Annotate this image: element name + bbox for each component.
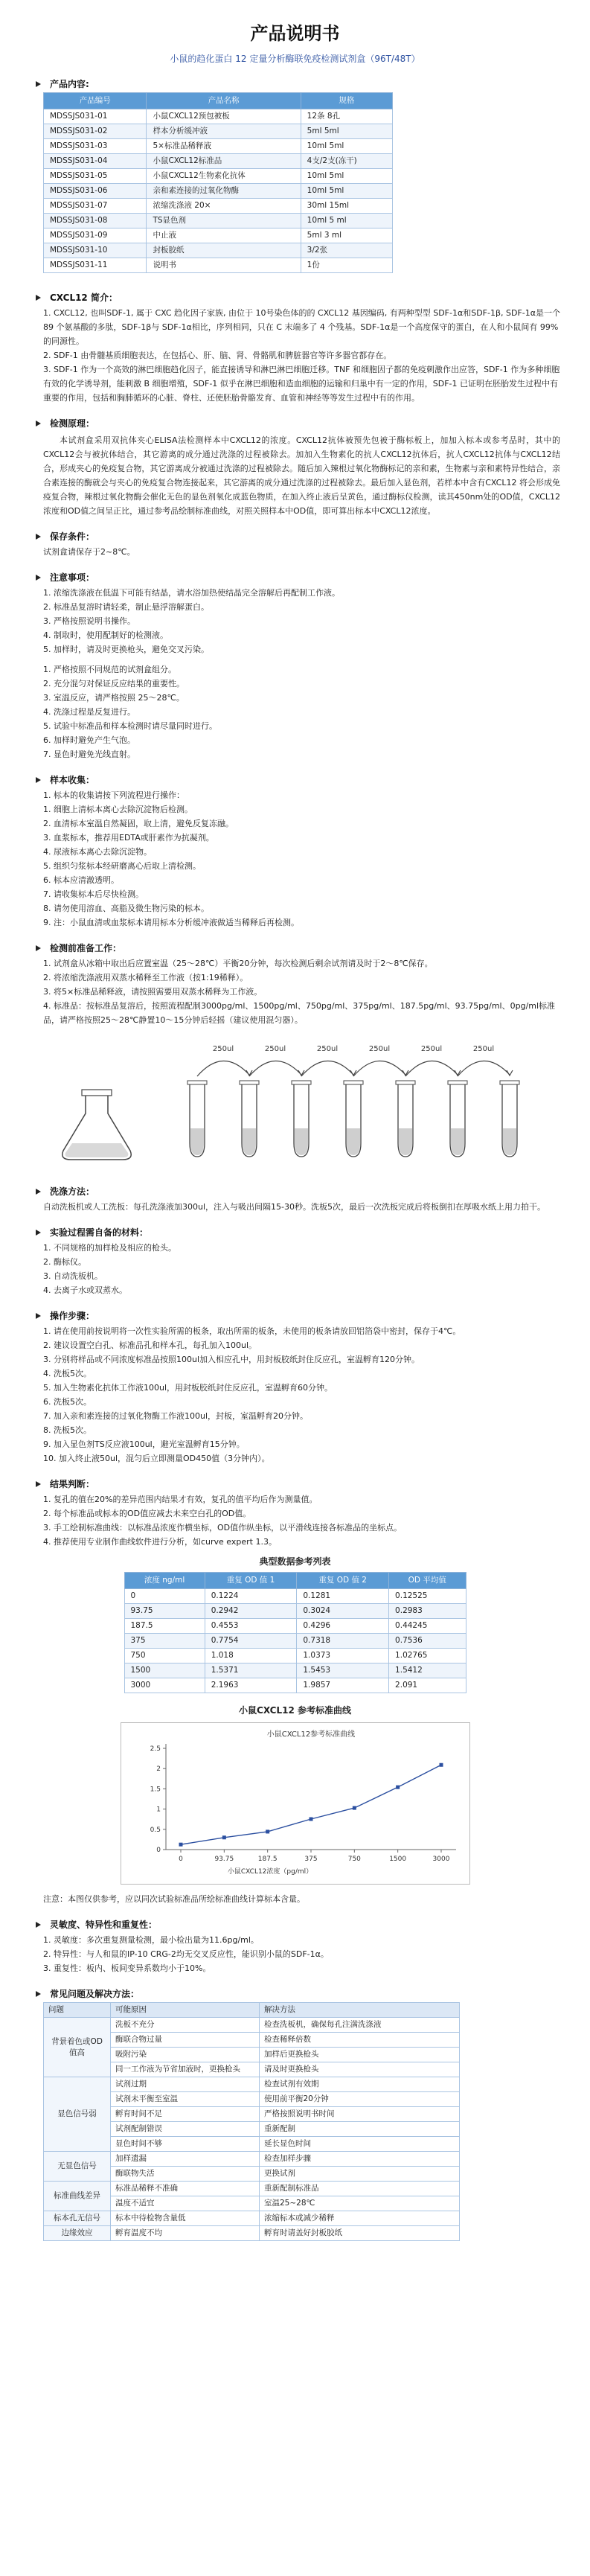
- list-item: 2. 将浓缩洗涤液用双蒸水稀释至工作液（按1:19稀释）。: [43, 973, 248, 982]
- table-row: [44, 228, 393, 243]
- chart-title: 小鼠CXCL12 参考标准曲线: [239, 1705, 351, 1716]
- section-wash: 洗涤方法：: [30, 1183, 560, 1200]
- table-cell: 375: [124, 1634, 205, 1649]
- table-cell: MDSSJS031-11: [44, 258, 147, 273]
- list-item: 5. 加样时，请及时更换枪头，避免交叉污染。: [43, 645, 209, 654]
- table-cell: 10ml 5ml: [301, 139, 392, 154]
- data-point: [352, 1806, 356, 1810]
- table-cell: 0.7536: [389, 1634, 466, 1649]
- transfer-volume-label: 250ul: [420, 1045, 443, 1053]
- x-tick-label: 3000: [432, 1856, 449, 1863]
- series-line: [181, 1765, 441, 1844]
- table-cell: 0.4553: [205, 1619, 297, 1634]
- table-cell: 0.7754: [205, 1634, 297, 1649]
- transfer-volume-label: 250ul: [212, 1045, 234, 1053]
- table-cell: 0.1224: [205, 1589, 297, 1604]
- data-point: [309, 1818, 312, 1821]
- table-row: [44, 258, 393, 273]
- list-item: 1. CXCL12, 也叫SDF-1, 属于 CXC 趋化因子家族, 由位于 10号染色体的的 CXCL12 基因编码, 有两种型型 SDF-1α和SDF-1β, SDF-1α是一个 89 个氨基酸的多肽，SDF-1β与 SDF-1α相比，序列相同，只在 C 末端多了 4 个残基。SDF-1α是一个高度保守的蛋白，在人和小鼠间有 99%的同源性。: [43, 308, 560, 346]
- x-tick-label: 93.75: [214, 1856, 234, 1863]
- table-header-cell: 产品编号: [44, 93, 147, 109]
- faq-solution-cell: 延长显色时间: [260, 2137, 460, 2152]
- test-tube-icon: [187, 1081, 207, 1157]
- table-header-cell: 重复 OD 值 2: [297, 1573, 389, 1589]
- y-tick-label: 2.5: [150, 1745, 161, 1753]
- table-cell: 0: [124, 1589, 205, 1604]
- table-cell: 1.018: [205, 1649, 297, 1663]
- bullet-icon: [36, 575, 41, 581]
- list-item: 5. 组织匀浆标本经研磨离心后取上清检测。: [43, 861, 201, 871]
- list-item: 3. 室温反应，请严格按照 25～28℃。: [43, 693, 185, 703]
- faq-row: [44, 2077, 460, 2092]
- list-item: 1. 试剂盒从冰箱中取出后应置室温（25～28℃）平衡20分钟，每次检测后剩余试剂请及时于2～8℃保存。: [43, 959, 433, 968]
- table-cell: 封板胶纸: [147, 243, 301, 258]
- list-item: 10. 加入终止液50ul，混匀后立即测量OD450值（3分钟内）。: [43, 1454, 270, 1463]
- list-item: 2. 酶标仪。: [43, 1257, 86, 1267]
- table-row: [124, 1634, 466, 1649]
- table-cell: 1.5412: [389, 1663, 466, 1678]
- bullet-icon: [36, 81, 41, 87]
- bullet-icon: [36, 534, 41, 540]
- list-item: 2. SDF-1 由骨髓基质细胞表达，在包括心、肝、脑、肾、骨骼肌和脾脏器官等许多器官都存在。: [43, 351, 392, 360]
- steps-list: [30, 1324, 560, 1466]
- data-point: [266, 1829, 269, 1833]
- list-item: 1. 灵敏度：多次重复测量检测，最小检出量为11.6pg/ml。: [43, 1935, 259, 1945]
- table-cell: 0.2942: [205, 1604, 297, 1619]
- principle-text: 本试剂盒采用双抗体夹心ELISA法检测样本中CXCL12的浓度。CXCL12抗体被预先包被于酶标板上，加加入标本或参考品时，其中的CXCL12会与被抗体结合，其它游离的成分通过洗涤的过程被除去。加加入生物素化的抗人CXCL12抗体后，抗人CXCL12抗体与CXCL12结合，形成夹心的免疫复合物，其它游离成分被通过洗涤的过程被除去。随后加入辣根过氧化物酶标记的亲和素，生物素与亲和素特异性结合，亲合素连接的酶就会与夹心的免疫复合物连接起来，其它游离的成分通过洗涤的过程被除去。最后加入显色剂，若样本中含有CXCL12 将会形成免疫复合物，辣根过氧化物酶会催化无色的显色剂氧化成蓝色物质，在加入终止液后呈黄色，通过酶标仪检测，读其450nm处的OD值，CXCL12浓度和OD值之间呈正比，通过参考品绘制标准曲线，对照关照样本中OD值，即可算出标本中CXCL12浓度。: [43, 435, 560, 516]
- bullet-icon: [36, 1230, 41, 1236]
- list-item: 3. SDF-1 作为一个高效的淋巴细胞趋化因子，能直接诱导和淋巴淋巴细胞迁移。TNF 和细胞因子都的免疫刺激作出应答，SDF-1 作为多种细胞有效的化学诱导剂，能刺激 B 细胞增殖，SDF-1 似乎在淋巴细胞和造血细胞的运输和归巢中有一定的作用，SDF-1 已证明在胚胎发生过程中有重要的作用，包括和胸肺循环的心脏、脊柱、还使胚胎骨骼发育、血管和神经等等发生过程中有的作用。: [43, 365, 560, 403]
- bullet-icon: [36, 945, 41, 951]
- table-cell: MDSSJS031-10: [44, 243, 147, 258]
- section-materials: 实验过程需自备的材料：: [30, 1224, 560, 1241]
- faq-cause-cell: 标准品稀释不准确: [111, 2182, 260, 2196]
- faq-cause-cell: 酶联合物过量: [111, 2033, 260, 2048]
- table-cell: 中止液: [147, 228, 301, 243]
- x-tick-label: 187.5: [257, 1856, 278, 1863]
- list-item: 3. 血浆标本，推荐用EDTA或肝素作为抗凝剂。: [43, 833, 214, 843]
- tube-row: [187, 1081, 519, 1157]
- table-cell: MDSSJS031-02: [44, 124, 147, 139]
- od-table-caption: 典型数据参考列表: [259, 1556, 331, 1567]
- table-row: [44, 154, 393, 169]
- table-cell: 5ml 5ml: [301, 124, 392, 139]
- table-row: [44, 169, 393, 184]
- list-item: 2. 每个标准品或标本的OD值应减去未来空白孔的OD值。: [43, 1509, 251, 1518]
- table-cell: 0.44245: [389, 1619, 466, 1634]
- faq-cause-cell: 显色时间不够: [111, 2137, 260, 2152]
- faq-row: [44, 2211, 460, 2226]
- list-item: 5. 加入生物素化抗体工作液100ul，用封板胶纸封住反应孔，室温孵育60分钟。: [43, 1383, 333, 1393]
- faq-category-cell: 背景着色或OD值高: [44, 2018, 111, 2077]
- faq-cause-cell: 同一工作液为节省加液时，更换枪头: [111, 2062, 260, 2077]
- transfer-arrow: [301, 1061, 353, 1076]
- sample-list: [30, 788, 560, 930]
- section-notes: 注意事项：: [30, 569, 560, 586]
- test-tube-icon: [292, 1081, 311, 1157]
- faq-header-row: [44, 2003, 460, 2018]
- faq-solution-cell: 严格按照说明书时间: [260, 2107, 460, 2122]
- materials-list: [30, 1241, 560, 1297]
- table-cell: 5×标准品稀释液: [147, 139, 301, 154]
- intro-paragraphs: [30, 306, 560, 405]
- document-title: 产品说明书: [250, 23, 340, 44]
- list-item: 1. 请在使用前按说明将一次性实验所需的板条，取出所需的板条，未使用的板条请放回铝箔袋中密封，保存于4℃。: [43, 1326, 461, 1336]
- table-row: [44, 139, 393, 154]
- list-item: 2. 建议设置空白孔、标准品孔和样本孔，每孔加入100ul。: [43, 1340, 257, 1350]
- table-row: [44, 109, 393, 124]
- faq-cause-cell: 试剂未平衡至室温: [111, 2092, 260, 2107]
- list-item: 2. 标准品复溶时请轻柔，制止悬浮溶解蛋白。: [43, 602, 209, 612]
- faq-solution-cell: 检查加样步骤: [260, 2152, 460, 2167]
- wash-text: 自动洗板机或人工洗板：每孔洗涤液加300ul，注入与吸出间隔15-30秒。洗板5次，最后一次洗板完成后将板倒扣在厚吸水纸上用力拍干。: [43, 1202, 545, 1212]
- list-item: 3. 手工绘制标准曲线：以标准品浓度作横坐标，OD值作纵坐标，以平滑线连接各标准品的坐标点。: [43, 1523, 403, 1533]
- section-principle: 检测原理：: [30, 415, 560, 432]
- table-cell: 2.091: [389, 1678, 466, 1693]
- faq-row: [44, 2182, 460, 2196]
- table-cell: 12条 8孔: [301, 109, 392, 124]
- table-cell: 浓缩洗涤液 20×: [147, 199, 301, 214]
- table-header-cell: 规格: [301, 93, 392, 109]
- table-cell: 小鼠CXCL12标准品: [147, 154, 301, 169]
- list-item: 4. 洗涤过程是反复进行。: [43, 707, 135, 717]
- faq-solution-cell: 重新配制: [260, 2122, 460, 2137]
- chart-inner-title: 小鼠CXCL12参考标准曲线: [266, 1730, 355, 1739]
- faq-row: [44, 2018, 460, 2033]
- section-results: 结果判断：: [30, 1476, 560, 1492]
- faq-header-cell: 问题: [44, 2003, 111, 2018]
- faq-solution-cell: 更换试剂: [260, 2167, 460, 2182]
- list-item: 7. 显色时避免光线直射。: [43, 750, 135, 759]
- faq-cause-cell: 吸附污染: [111, 2048, 260, 2062]
- list-item: 4. 制取时，使用配制好的检测液。: [43, 630, 168, 640]
- table-cell: 1份: [301, 258, 392, 273]
- list-item: 2. 血清标本室温自然凝固，取上清，避免反复冻融。: [43, 819, 234, 828]
- table-cell: 0.2983: [389, 1604, 466, 1619]
- list-item: 3. 分别将样品或不同浓度标准品按照100ul加入相应孔中，用封板胶纸封住反应孔，室温孵育120分钟。: [43, 1355, 420, 1364]
- table-cell: MDSSJS031-07: [44, 199, 147, 214]
- table-cell: 187.5: [124, 1619, 205, 1634]
- list-item: 1. 复孔的值在20%的差异范围内结果才有效，复孔的值平均后作为测量值。: [43, 1495, 318, 1504]
- table-cell: MDSSJS031-03: [44, 139, 147, 154]
- faq-cause-cell: 洗板不充分: [111, 2018, 260, 2033]
- chart-container: [121, 1722, 470, 1885]
- table-cell: MDSSJS031-09: [44, 228, 147, 243]
- prep-list: [30, 956, 560, 1027]
- section-contents: 产品内容:: [30, 76, 560, 92]
- section-sensitivity: 灵敏度、特异性和重复性：: [30, 1917, 560, 1933]
- list-item: 2. 特异性：与人和鼠的IP-10 CRG-2均无交叉反应性，能识别小鼠的SDF-1α。: [43, 1949, 329, 1959]
- transfer-volume-label: 250ul: [472, 1045, 495, 1053]
- test-tube-icon: [344, 1081, 363, 1157]
- faq-solution-cell: 请及时更换枪头: [260, 2062, 460, 2077]
- section-sample: 样本收集：: [30, 772, 560, 788]
- faq-solution-cell: 浓缩标本或减少稀释: [260, 2211, 460, 2226]
- table-cell: 样本分析缓冲液: [147, 124, 301, 139]
- x-axis-label: 小鼠CXCL12浓度（pg/ml）: [227, 1868, 312, 1876]
- list-item: 7. 加入亲和素连接的过氧化物酶工作液100ul，封板，室温孵育20分钟。: [43, 1411, 309, 1421]
- faq-table: [43, 2002, 460, 2241]
- bullet-icon: [36, 1313, 41, 1319]
- table-cell: 1.0373: [297, 1649, 389, 1663]
- sensitivity-list: [30, 1933, 560, 1975]
- table-cell: 1.02765: [389, 1649, 466, 1663]
- standard-curve-chart: [121, 1723, 469, 1879]
- faq-solution-cell: 重新配制标准品: [260, 2182, 460, 2196]
- table-cell: 750: [124, 1649, 205, 1663]
- faq-row: [44, 2226, 460, 2241]
- list-item: 1. 浓缩洗涤液在低温下可能有结晶，请水浴加热使结晶完全溶解后再配制工作液。: [43, 588, 340, 598]
- transfer-volume-label: 250ul: [316, 1045, 339, 1053]
- transfer-arrow: [458, 1061, 510, 1076]
- table-cell: 1500: [124, 1663, 205, 1678]
- faq-cause-cell: 加样遗漏: [111, 2152, 260, 2167]
- notes-list-b: [30, 662, 560, 761]
- list-item: 1. 标本的收集请按下列流程进行操作：: [43, 790, 185, 800]
- table-cell: MDSSJS031-08: [44, 214, 147, 228]
- table-cell: 1.5453: [297, 1663, 389, 1678]
- faq-header-cell: 可能原因: [111, 2003, 260, 2018]
- section-prep: 检测前准备工作：: [30, 940, 560, 956]
- table-cell: TS显色剂: [147, 214, 301, 228]
- transfer-volume-label: 250ul: [264, 1045, 286, 1053]
- table-cell: 说明书: [147, 258, 301, 273]
- y-tick-label: 1: [155, 1806, 161, 1814]
- table-row: [124, 1589, 466, 1604]
- table-row: [44, 199, 393, 214]
- bullet-icon: [36, 1481, 41, 1487]
- table-row: [44, 184, 393, 199]
- od-table: [124, 1572, 466, 1693]
- transfer-arrow: [249, 1061, 301, 1076]
- list-item: 8. 请勿使用溶血、高脂及微生物污染的标本。: [43, 904, 209, 913]
- y-tick-label: 0: [155, 1847, 161, 1854]
- list-item: 4. 推荐使用专业制作曲线软件进行分析，如curve expert 1.3。: [43, 1537, 277, 1547]
- data-point: [179, 1843, 182, 1847]
- table-header-cell: 浓度 ng/ml: [124, 1573, 205, 1589]
- table-row: [44, 124, 393, 139]
- x-tick-label: 750: [347, 1856, 361, 1863]
- table-cell: 93.75: [124, 1604, 205, 1619]
- notes-list-a: [30, 586, 560, 656]
- bullet-icon: [36, 777, 41, 783]
- list-item: 4. 尿液标本离心去除沉淀物。: [43, 847, 152, 857]
- arrow-row: [197, 1045, 513, 1076]
- table-cell: MDSSJS031-01: [44, 109, 147, 124]
- list-item: 7. 请收集标本后尽快检测。: [43, 889, 144, 899]
- bullet-icon: [36, 1991, 41, 1997]
- faq-cause-cell: 孵育时间不足: [111, 2107, 260, 2122]
- list-item: 3. 自动洗板机。: [43, 1271, 103, 1281]
- faq-solution-cell: 使用前平衡20分钟: [260, 2092, 460, 2107]
- table-cell: 3000: [124, 1678, 205, 1693]
- faq-cause-cell: 试剂配制错误: [111, 2122, 260, 2137]
- table-cell: 30ml 15ml: [301, 199, 392, 214]
- list-item: 6. 洗板5次。: [43, 1397, 92, 1407]
- faq-cause-cell: 试剂过期: [111, 2077, 260, 2092]
- table-cell: 小鼠CXCL12预包被板: [147, 109, 301, 124]
- faq-cause-cell: 标本中待检物含量低: [111, 2211, 260, 2226]
- table-row: [124, 1649, 466, 1663]
- list-item: 1. 细胞上清标本离心去除沉淀物后检测。: [43, 805, 193, 814]
- y-tick-label: 2: [155, 1765, 161, 1774]
- transfer-arrow: [197, 1061, 249, 1076]
- bullet-icon: [36, 421, 41, 426]
- list-item: 9. 注：小鼠血清或血浆标本请用标本分析缓冲液做适当稀释后再检测。: [43, 918, 299, 927]
- table-row: [124, 1663, 466, 1678]
- table-row: [44, 214, 393, 228]
- faq-category-cell: 标本孔无信号: [44, 2211, 111, 2226]
- test-tube-icon: [396, 1081, 415, 1157]
- section-storage: 保存条件：: [30, 528, 560, 545]
- faq-cause-cell: 酶联物失活: [111, 2167, 260, 2182]
- table-cell: 4支/2支(冻干): [301, 154, 392, 169]
- table-cell: 0.7318: [297, 1634, 389, 1649]
- list-item: 3. 将5×标准品稀释液，请按照需要用双蒸水稀释为工作液。: [43, 987, 263, 997]
- table-row: [124, 1678, 466, 1693]
- table-cell: MDSSJS031-04: [44, 154, 147, 169]
- storage-text: 试剂盒请保存于2~8℃。: [43, 547, 135, 557]
- table-row: [124, 1604, 466, 1619]
- list-item: 6. 标本应清澈透明。: [43, 875, 119, 885]
- transfer-volume-label: 250ul: [368, 1045, 391, 1053]
- faq-solution-cell: 检查试剂有效期: [260, 2077, 460, 2092]
- list-item: 3. 严格按照说明书操作。: [43, 616, 135, 626]
- faq-solution-cell: 室温25~28℃: [260, 2196, 460, 2211]
- table-cell: 1.5371: [205, 1663, 297, 1678]
- faq-category-cell: 边缘效应: [44, 2226, 111, 2241]
- chart-note: 注意：本图仅供参考，应以同次试验标准品所绘标准曲线计算标本含量。: [43, 1894, 305, 1904]
- list-item: 8. 洗板5次。: [43, 1425, 92, 1435]
- table-cell: 10ml 5ml: [301, 184, 392, 199]
- faq-solution-cell: 加样后更换枪头: [260, 2048, 460, 2062]
- list-item: 6. 加样时避免产生气泡。: [43, 735, 135, 745]
- list-item: 2. 充分混匀对保证反应结果的重要性。: [43, 679, 185, 688]
- table-row: [44, 243, 393, 258]
- section-steps: 操作步骤：: [30, 1308, 560, 1324]
- bullet-icon: [36, 295, 41, 301]
- transfer-arrow: [405, 1061, 458, 1076]
- y-tick-label: 1.5: [150, 1786, 161, 1794]
- table-cell: 10ml 5ml: [301, 169, 392, 184]
- test-tube-icon: [240, 1081, 259, 1157]
- list-item: 9. 加入显色剂TS反应液100ul，避光室温孵育15分钟。: [43, 1439, 245, 1449]
- test-tube-icon: [448, 1081, 467, 1157]
- list-item: 1. 不同规格的加样枪及相应的枪头。: [43, 1243, 176, 1253]
- table-cell: 5ml 3 ml: [301, 228, 392, 243]
- list-item: 3. 重复性：板内、板间变异系数均小于10%。: [43, 1963, 211, 1973]
- list-item: 1. 严格按照不同规范的试剂盒组分。: [43, 665, 176, 674]
- table-header-cell: OD 平均值: [389, 1573, 466, 1589]
- faq-category-cell: 无显色信号: [44, 2152, 111, 2182]
- list-item: 4. 洗板5次。: [43, 1369, 92, 1378]
- document-subtitle: 小鼠的趋化蛋白 12 定量分析酶联免疫检测试剂盒（96T/48T）: [170, 54, 420, 64]
- faq-category-cell: 显色信号弱: [44, 2077, 111, 2152]
- section-faq: 常见问题及解决方法：: [30, 1986, 560, 2002]
- contents-table: [43, 92, 393, 273]
- bullet-icon: [36, 1189, 41, 1195]
- table-row: [124, 1619, 466, 1634]
- table-header-cell: 产品名称: [147, 93, 301, 109]
- faq-cause-cell: 温度不适宜: [111, 2196, 260, 2211]
- data-point: [396, 1786, 400, 1789]
- faq-solution-cell: 检查洗板机，确保每孔注满洗涤液: [260, 2018, 460, 2033]
- list-item: 4. 去离子水或双蒸水。: [43, 1285, 127, 1295]
- table-header-cell: 重复 OD 值 1: [205, 1573, 297, 1589]
- faq-solution-cell: 孵育时请盖好封板胶纸: [260, 2226, 460, 2241]
- list-item: 4. 标准品：按标准品复溶后，按照流程配制3000pg/ml、1500pg/ml、750pg/ml、375pg/ml、187.5pg/ml、93.75pg/ml、0pg/ml标准品，请严格按照25～28℃静置10～15分钟后轻摇（建议使用混匀器）。: [43, 1001, 556, 1025]
- table-cell: 0.1281: [297, 1589, 389, 1604]
- dilution-diagram: [30, 1032, 560, 1173]
- data-point: [222, 1835, 225, 1839]
- transfer-arrow: [353, 1061, 405, 1076]
- table-cell: MDSSJS031-05: [44, 169, 147, 184]
- table-cell: 3/2张: [301, 243, 392, 258]
- faq-category-cell: 标准曲线差异: [44, 2182, 111, 2211]
- table-cell: 0.12525: [389, 1589, 466, 1604]
- dilution-illustration: [30, 1032, 560, 1173]
- faq-cause-cell: 孵育温度不均: [111, 2226, 260, 2241]
- test-tube-icon: [500, 1081, 519, 1157]
- table-cell: 10ml 5 ml: [301, 214, 392, 228]
- bullet-icon: [36, 1922, 41, 1928]
- faq-header-cell: 解决方法: [260, 2003, 460, 2018]
- faq-row: [44, 2152, 460, 2167]
- faq-solution-cell: 检查稀释倍数: [260, 2033, 460, 2048]
- table-cell: 亲和素连接的过氧化物酶: [147, 184, 301, 199]
- x-tick-label: 375: [304, 1856, 318, 1863]
- table-cell: MDSSJS031-06: [44, 184, 147, 199]
- data-point: [439, 1763, 443, 1767]
- flask-icon: [62, 1090, 132, 1160]
- table-cell: 2.1963: [205, 1678, 297, 1693]
- table-cell: 1.9857: [297, 1678, 389, 1693]
- x-tick-label: 1500: [388, 1856, 406, 1863]
- table-cell: 0.4296: [297, 1619, 389, 1634]
- list-item: 5. 试验中标准品和样本检测时请尽量同时进行。: [43, 721, 217, 731]
- table-cell: 小鼠CXCL12生物素化抗体: [147, 169, 301, 184]
- results-list: [30, 1492, 560, 1549]
- x-tick-label: 0: [178, 1856, 183, 1863]
- table-cell: 0.3024: [297, 1604, 389, 1619]
- y-tick-label: 0.5: [150, 1826, 161, 1834]
- section-intro: CXCL12 简介：: [30, 290, 560, 306]
